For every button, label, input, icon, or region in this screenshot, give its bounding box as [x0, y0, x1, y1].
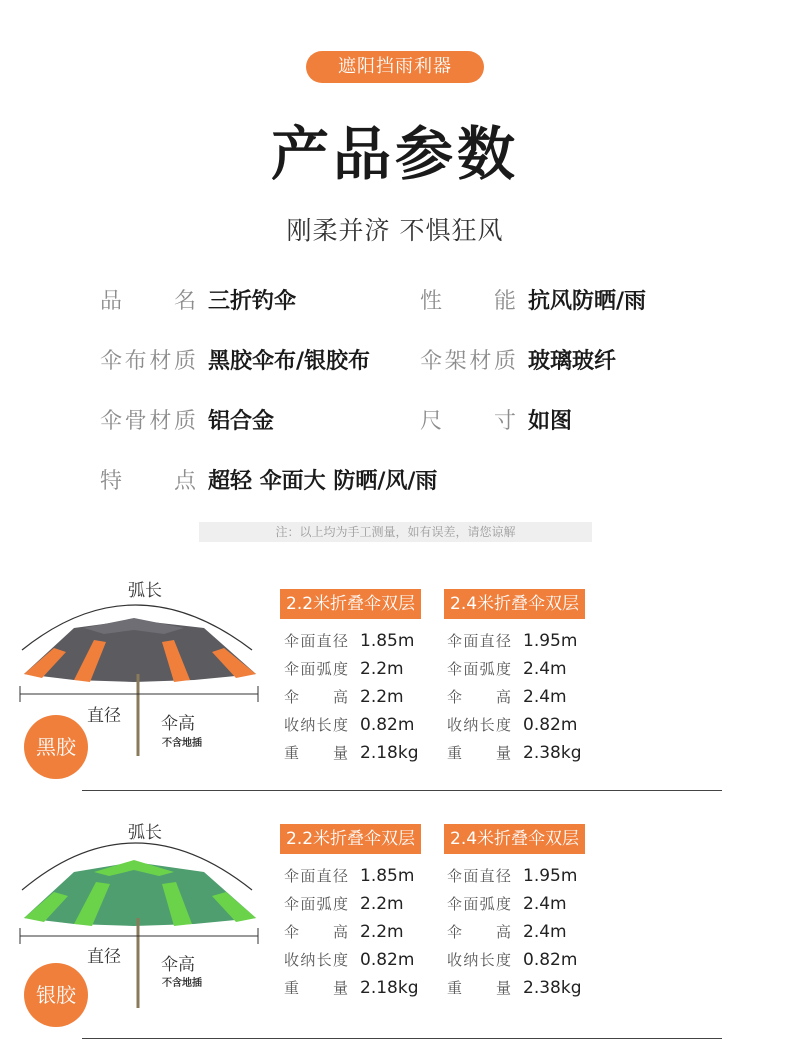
row-value: 1.85m	[360, 631, 415, 651]
row-key: 收纳长度	[447, 716, 511, 734]
row-key: 伞面直径	[447, 632, 511, 650]
arc-length-label: 弧长	[128, 823, 162, 843]
header-pill: 遮阳挡雨利器	[306, 51, 484, 83]
row-key: 重 量	[284, 979, 348, 997]
model-22-title: 2.2米折叠伞双层	[280, 824, 421, 854]
model-22-row	[284, 655, 404, 683]
height-label: 伞高	[161, 955, 195, 975]
spec-row-ribs	[100, 402, 274, 442]
model-22-row	[284, 862, 414, 890]
row-value: 0.82m	[523, 715, 578, 735]
spec-value: 黑胶伞布/银胶布	[208, 349, 371, 374]
row-value: 1.85m	[360, 866, 415, 886]
model-22-row	[284, 711, 414, 739]
height-note: 不含地插	[162, 978, 202, 989]
model-22-title: 2.2米折叠伞双层	[280, 589, 421, 619]
row-value: 2.2m	[360, 894, 404, 914]
row-key: 伞 高	[447, 688, 511, 706]
row-value: 0.82m	[523, 950, 578, 970]
spec-value: 铝合金	[208, 409, 275, 434]
row-value: 2.2m	[360, 922, 404, 942]
row-key: 伞面直径	[284, 867, 348, 885]
arc-length-label: 弧长	[128, 581, 162, 601]
model-24-row	[447, 627, 577, 655]
spec-label: 伞布材质	[100, 349, 196, 374]
page-title: 产品参数	[270, 120, 519, 188]
spec-value: 抗风防晒/雨	[528, 289, 647, 314]
model-24-row	[447, 711, 577, 739]
row-key: 收纳长度	[284, 951, 348, 969]
model-22-row	[284, 683, 404, 711]
model-24-row	[447, 946, 577, 974]
section-divider	[82, 1038, 722, 1039]
spec-value: 超轻 伞面大 防晒/风/雨	[208, 469, 438, 494]
row-key: 收纳长度	[447, 951, 511, 969]
row-key: 伞面弧度	[284, 660, 348, 678]
black-glue-badge: 黑胶	[24, 715, 88, 779]
row-value: 2.18kg	[360, 978, 419, 998]
row-key: 伞 高	[284, 923, 348, 941]
measurement-note: 注：以上均为手工测量，如有误差，请您谅解	[199, 522, 592, 542]
model-24-row	[447, 655, 567, 683]
model-24-title: 2.4米折叠伞双层	[444, 589, 585, 619]
page-subtitle: 刚柔并济 不惧狂风	[286, 216, 504, 245]
row-value: 2.4m	[523, 894, 567, 914]
row-key: 重 量	[447, 979, 511, 997]
row-value: 2.2m	[360, 687, 404, 707]
row-key: 伞 高	[284, 688, 348, 706]
model-22-row	[284, 890, 404, 918]
row-value: 2.38kg	[523, 743, 582, 763]
model-24-row	[447, 890, 567, 918]
row-value: 2.4m	[523, 687, 567, 707]
model-24-row	[447, 862, 577, 890]
section-divider	[82, 790, 722, 791]
model-22-row	[284, 918, 404, 946]
diameter-label: 直径	[87, 706, 121, 726]
spec-label: 伞骨材质	[100, 409, 196, 434]
spec-label: 品 名	[100, 289, 196, 314]
model-22-row	[284, 974, 419, 1002]
spec-label: 性 能	[420, 289, 516, 314]
row-key: 重 量	[284, 744, 348, 762]
model-22-row	[284, 739, 419, 767]
height-note: 不含地插	[162, 738, 202, 749]
silver-umbrella-section	[0, 806, 790, 1036]
row-key: 收纳长度	[284, 716, 348, 734]
row-key: 伞 高	[447, 923, 511, 941]
spec-row-performance	[420, 282, 646, 322]
black-umbrella-section	[0, 570, 790, 800]
diameter-label: 直径	[87, 947, 121, 967]
row-key: 伞面弧度	[447, 660, 511, 678]
row-value: 2.38kg	[523, 978, 582, 998]
row-key: 伞面直径	[284, 632, 348, 650]
row-key: 伞面弧度	[447, 895, 511, 913]
row-value: 2.4m	[523, 922, 567, 942]
model-24-row	[447, 739, 582, 767]
spec-label: 特 点	[100, 469, 196, 494]
spec-row-features	[100, 462, 437, 502]
model-22-row	[284, 627, 414, 655]
spec-row-fabric	[100, 342, 370, 382]
row-value: 2.4m	[523, 659, 567, 679]
row-key: 伞面直径	[447, 867, 511, 885]
spec-label: 尺 寸	[420, 409, 516, 434]
spec-row-frame	[420, 342, 616, 382]
row-value: 0.82m	[360, 715, 415, 735]
model-24-row	[447, 974, 582, 1002]
spec-value: 三折钓伞	[208, 289, 297, 314]
row-value: 1.95m	[523, 866, 578, 886]
height-label: 伞高	[161, 714, 195, 734]
spec-label: 伞架材质	[420, 349, 516, 374]
row-key: 伞面弧度	[284, 895, 348, 913]
row-value: 2.18kg	[360, 743, 419, 763]
model-24-row	[447, 918, 567, 946]
model-24-row	[447, 683, 567, 711]
silver-glue-badge: 银胶	[24, 963, 88, 1027]
row-value: 0.82m	[360, 950, 415, 970]
row-value: 1.95m	[523, 631, 578, 651]
row-key: 重 量	[447, 744, 511, 762]
spec-value: 玻璃玻纤	[528, 349, 617, 374]
spec-row-name	[100, 282, 296, 322]
model-22-row	[284, 946, 414, 974]
spec-value: 如图	[528, 409, 573, 434]
spec-row-size	[420, 402, 572, 442]
row-value: 2.2m	[360, 659, 404, 679]
model-24-title: 2.4米折叠伞双层	[444, 824, 585, 854]
